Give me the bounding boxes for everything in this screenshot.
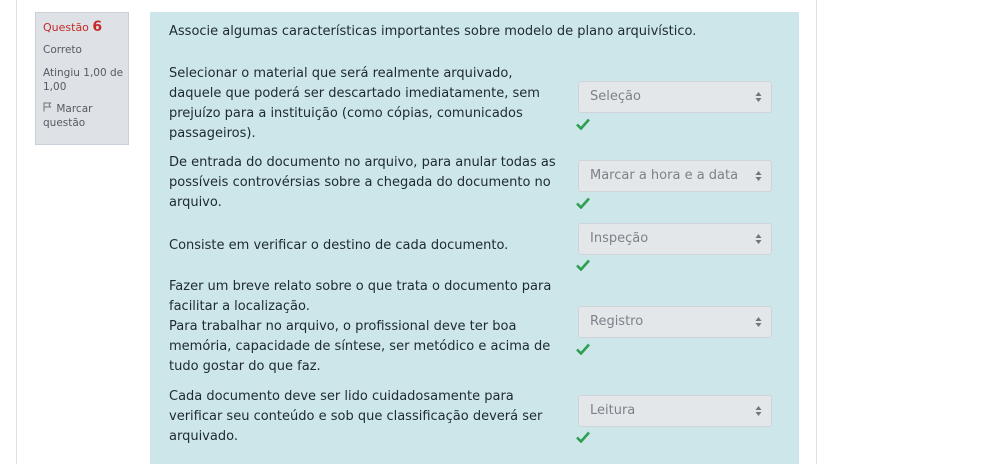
- flag-icon: [43, 102, 53, 116]
- updown-caret-icon: [755, 91, 762, 103]
- question-content: [150, 12, 799, 464]
- match-stem: Fazer um breve relato sobre o que trata o documento para facilitar a localização. Para trabalhar no arquivo, o profissional deve ter boa memória, capacidade de síntese, ser metódico e acima de tudo gostar do que faz.: [169, 279, 552, 374]
- updown-caret-icon: [755, 405, 762, 417]
- match-stem: Consiste em verificar o destino de cada documento.: [169, 238, 509, 253]
- answer-select[interactable]: Seleção: [578, 81, 772, 113]
- checkmark-icon: [576, 343, 590, 355]
- flag-question-link[interactable]: [43, 102, 128, 130]
- question-text: Associe algumas características importantes sobre modelo de plano arquivístico.: [169, 24, 697, 39]
- answer-select[interactable]: Registro: [578, 306, 772, 338]
- checkmark-icon: [576, 259, 590, 271]
- question-number: Questão 6: [43, 19, 103, 35]
- flag-label: Marcar questão: [43, 103, 93, 129]
- checkmark-icon: [576, 118, 590, 130]
- checkmark-icon: [576, 431, 590, 443]
- question-info-panel: [35, 12, 129, 145]
- answer-select[interactable]: Marcar a hora e a data: [578, 160, 772, 192]
- updown-caret-icon: [755, 170, 762, 182]
- page-border-right: [816, 0, 817, 464]
- question-grade: Atingiu 1,00 de 1,00: [43, 67, 124, 93]
- match-stem: De entrada do documento no arquivo, para anular todas as possíveis controvérsias sobre a chegada do documento no arquivo.: [169, 155, 556, 210]
- updown-caret-icon: [755, 316, 762, 328]
- answer-select[interactable]: Leitura: [578, 395, 772, 427]
- updown-caret-icon: [755, 233, 762, 245]
- question-state: Correto: [43, 44, 82, 56]
- answer-select[interactable]: Inspeção: [578, 223, 772, 255]
- page-border-left: [16, 0, 17, 464]
- match-stem: Selecionar o material que será realmente arquivado, daquele que poderá ser descartado imediatamente, sem prejuízo para a instituição (como cópias, comunicados passageiros).: [169, 66, 540, 141]
- checkmark-icon: [576, 197, 590, 209]
- match-stem: Cada documento deve ser lido cuidadosamente para verificar seu conteúdo e sob que classificação deverá ser arquivado.: [169, 389, 543, 444]
